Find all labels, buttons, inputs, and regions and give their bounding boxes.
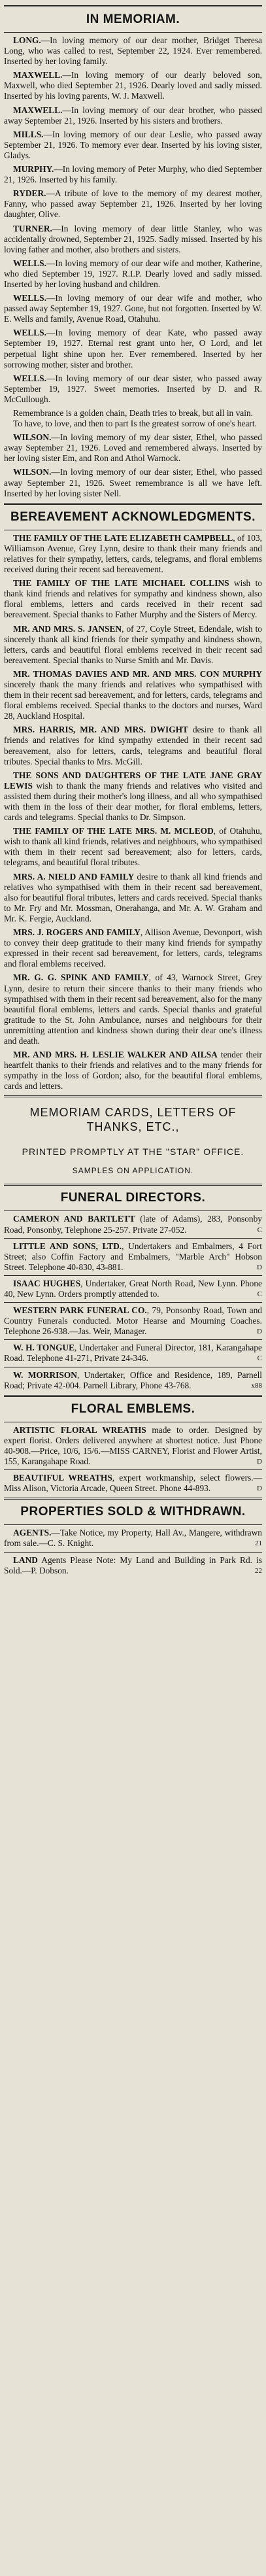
funeral-listing: WESTERN PARK FUNERAL CO., 79, Ponsonby Road, Town and Country Funerals conducted. Motor Hearse and Mourning Coaches. Telephone 26-938.—Jas. Weir, Manager. D (4, 1305, 262, 1337)
memoriam-notice: WILSON.—In loving memory of my dear sister, Ethel, who passed away September 21, 1926. Loved and remembered always. Inserted by her loving sister Em, and Ron and Athol Warnock. (4, 432, 262, 464)
memoriam-poem: Remembrance is a golden chain, Death tries to break, but all in vain. To have, to love, and then to part Is the greatest sorrow of one's heart. (13, 408, 257, 429)
top-rule (4, 5, 262, 7)
bereavement-notice: MR. THOMAS DAVIES AND MR. AND MRS. CON MURPHY sincerely thank the many friends and relatives who sympathised with them in their recent sad bereavement, and for letters, cards, telegrams and floral emblems received. Special thanks to the doctors and nurses, Ward 28, Auckland Hospital. (4, 668, 262, 721)
bereavement-notice: MR. G. G. SPINK AND FAMILY, of 43, Warnock Street, Grey Lynn, desire to return their sincere thanks to their many friends who sympathised with them in their recent sad bereavement, also for the many beautiful floral emblems, letters and cards. Special thanks and grateful gratitude to the St. John Ambulance, nurses and neighbours for their unremitting attention and kindness shown during their dear one's illness and death. (4, 972, 262, 1046)
bereavement-notice: THE FAMILY OF THE LATE MICHAEL COLLINS wish to thank kind friends and relatives for sympathy and kindness shown, also floral emblems, letters and cards received in their recent sad bereavement. Special thanks to Father Murphy and the Sisters of Mercy. (4, 578, 262, 620)
bereavement-list (4, 533, 262, 1092)
memoriam-cards-advert (4, 1101, 262, 1180)
bereavement-notice: MRS. A. NIELD AND FAMILY desire to thank all kind friends and relatives who sympathised with them in their recent sad bereavement, also for beautiful floral tributes, letters and cards received. Special thanks to Mr. Fry and Mr. Mossman, Onerahanga, and Mr. A. W. Graham and Mr. K. Fergie, Auckland. (4, 871, 263, 923)
memoriam-notice: WELLS.—In loving memory of dear Kate, who passed away September 19, 1927. Eternal rest grant unto her, O Lord, and let perpetual light shine upon her. Ever remembered. Inserted by her sorrowing mother, sister and brother. (4, 328, 262, 369)
section-rule (4, 1184, 262, 1186)
memoriam-cards-title: MEMORIAM CARDS, LETTERS OF THANKS, ETC., (29, 1106, 237, 1134)
listing-rule (4, 1552, 262, 1553)
section-rule (4, 1395, 262, 1397)
funeral-directors-heading: FUNERAL DIRECTORS. (60, 1191, 206, 1205)
listing-rule (4, 1275, 262, 1276)
memoriam-notice: WELLS.—In loving memory of our dear wife and mother, Katherine, who died September 19, 1927. R.I.P. Dearly loved and sadly missed. Inserted by her loving husband and children. (4, 258, 262, 289)
in-memoriam-list (4, 35, 262, 499)
listing-rule (4, 1302, 262, 1303)
floral-listing: ARTISTIC FLORAL WREATHS made to order. Designed by expert florist. Orders delivered anywhere at shortest notice. Just Phone 40-908.—Price, 10/6, 15/6.—MISS CARNEY, Florist and Flower Artist, 155, Karangahape Road. D (4, 1424, 263, 1467)
bereavement-notice: MR. AND MRS. H. LESLIE WALKER AND AILSA tender their heartfelt thanks to their friends and relatives and to the many friends for sympathy in the loss of Gordon; also, for the beautiful floral emblems, cards and letters. (4, 1050, 262, 1091)
bereavement-notice: THE FAMILY OF THE LATE ELIZABETH CAMPBELL, of 103, Williamson Avenue, Grey Lynn, desire to thank their many friends and relatives for their sympathy, letters, cards, telegrams, and floral emblems received during their recent sad bereavement. (4, 532, 262, 575)
in-memoriam-heading: IN MEMORIAM. (86, 12, 180, 26)
memoriam-notice: MILLS.—In loving memory of our dear Leslie, who passed away September 21, 1926. To memory ever dear. Inserted by his loving sister, Gladys. (4, 129, 262, 160)
memoriam-cards-samples: SAMPLES ON APPLICATION. (72, 1166, 194, 1176)
funeral-listing: W. MORRISON, Undertaker, Office and Residence, 189, Parnell Road; Private 42-004. Parnell Library, Phone 43-768. x88 (4, 1369, 263, 1390)
bereavement-heading: BEREAVEMENT ACKNOWLEDGMENTS. (10, 509, 256, 524)
memoriam-cards-printed: PRINTED PROMPTLY AT THE "STAR" OFFICE. (22, 1146, 244, 1158)
bereavement-notice: THE SONS AND DAUGHTERS OF THE LATE JANE GRAY LEWIS wish to thank the many friends and relatives who visited and assisted them during their mother's long illness, and all who sympathised with them in the loss of their dear mother, for floral emblems, letters, cards and telegrams. Special thanks to Dr. Simpson. (4, 770, 262, 823)
memoriam-notice: MAXWELL.—In loving memory of our dearly beloved son, Maxwell, who died September 21, 1926. Dearly loved and sadly missed. Inserted by his loving parents, W. J. Maxwell. (4, 70, 262, 101)
section-rule (4, 503, 262, 505)
floral-emblems-heading: FLORAL EMBLEMS. (71, 1401, 195, 1416)
bereavement-notice: MRS. J. ROGERS AND FAMILY, Allison Avenue, Devonport, wish to convey their deep gratitude to their many kind friends for sympathy expressed in their recent sad bereavement, for letters, cards, telegrams and floral emblems received. (4, 927, 263, 969)
memoriam-notice: MURPHY.—In loving memory of Peter Murphy, who died September 21, 1926. Inserted by his family. (4, 164, 262, 185)
memoriam-notice: MAXWELL.—In loving memory of our dear brother, who passed away September 21, 1926. Inserted by his sisters and brothers. (4, 105, 262, 126)
memoriam-notice: RYDER.—A tribute of love to the memory of my dearest mother, Fanny, who passed away September 21, 1926. Inserted by her loving daughter, Olive. (4, 188, 262, 220)
memoriam-notice: WELLS.—In loving memory of our dear wife and mother, who passed away September 19, 1927. Gone, but not forgotten. Inserted by W. E. Wells and family, Avenue Road, Otahuhu. (4, 293, 262, 324)
listing-rule (4, 1469, 262, 1470)
heading-rule (4, 1524, 262, 1525)
bereavement-notice: MRS. HARRIS, MR. AND MRS. DWIGHT desire to thank all friends and relatives for kind sympathy extended in their recent sad bereavement, also for letters, cards, telegrams and beautiful floral tributes. Special thanks to Mrs. McGill. (4, 725, 263, 766)
section-rule (4, 1095, 262, 1097)
bereavement-notice: MR. AND MRS. S. JANSEN, of 27, Coyle Street, Edendale, wish to sincerely thank all kind friends for their sympathy and kindness shown, letters, cards and beautiful floral emblems received in their recent sad bereavement. Special thanks to Nurse Smith and Mr. Davis. (4, 623, 262, 665)
memoriam-notice: WELLS.—In loving memory of our dear sister, who passed away September 19, 1927. Sweet memories. Inserted by D. and R. McCullough. (4, 373, 262, 404)
properties-list (4, 1528, 262, 1575)
funeral-listing: LITTLE AND SONS, LTD., Undertakers and Embalmers, 4 Fort Street; also Coffin Factory and Embalmers, "Marble Arch" Hobson Street. Telephone 40-830, 43-881. D (4, 1241, 262, 1272)
memoriam-notice: TURNER.—In loving memory of dear little Stanley, who was accidentally drowned, September 21, 1925. Sadly missed. Inserted by his loving father and mother, also brothers and sisters. (4, 223, 262, 254)
memoriam-notice: WILSON.—In loving memory of our dear sister, Ethel, who passed away September 21, 1926. Sweet remembrance is all we have left. Inserted by her loving sister Nell. (4, 467, 262, 498)
heading-rule (4, 32, 262, 33)
listing-rule (4, 1238, 262, 1239)
funeral-listing: ISAAC HUGHES, Undertaker, Great North Road, New Lynn. Phone 40, New Lynn. Orders promptly attended to. C (4, 1278, 262, 1299)
floral-emblems-list (4, 1425, 262, 1494)
floral-listing: BEAUTIFUL WREATHS, expert workmanship, select flowers.—Miss Alison, Victoria Arcade, Queen Street. Phone 44-893. D (4, 1473, 262, 1494)
property-listing: LAND Agents Please Note: My Land and Building in Park Rd. is Sold.—P. Dobson. 22 (4, 1554, 262, 1575)
property-listing: AGENTS.—Take Notice, my Property, Hall Av., Mangere, withdrawn from sale.—C. S. Knight. 21 (4, 1528, 262, 1549)
funeral-listing: W. H. TONGUE, Undertaker and Funeral Director, 181, Karangahape Road. Telephone 41-271, Private 24-346. C (4, 1343, 262, 1364)
section-rule (4, 1498, 262, 1500)
funeral-listing: CAMERON AND BARTLETT (late of Adams), 283, Ponsonby Road, Ponsonby, Telephone 25-257. Private 27-052. C (4, 1214, 262, 1235)
listing-rule (4, 1339, 262, 1340)
memoriam-notice: LONG.—In loving memory of our dear mother, Bridget Theresa Long, who was called to rest, September 22, 1924. Ever remembered. Inserted by her loving family. (4, 35, 262, 67)
funeral-directors-list (4, 1214, 262, 1390)
properties-heading: PROPERTIES SOLD & WITHDRAWN. (20, 1505, 246, 1519)
bereavement-notice: THE FAMILY OF THE LATE MRS. M. MCLEOD, of Otahuhu, wish to thank all kind friends, relatives and neighbours, who sympathised with them in their recent sad bereavement; also for letters, cards, telegrams, and beautiful floral tributes. (4, 826, 262, 868)
